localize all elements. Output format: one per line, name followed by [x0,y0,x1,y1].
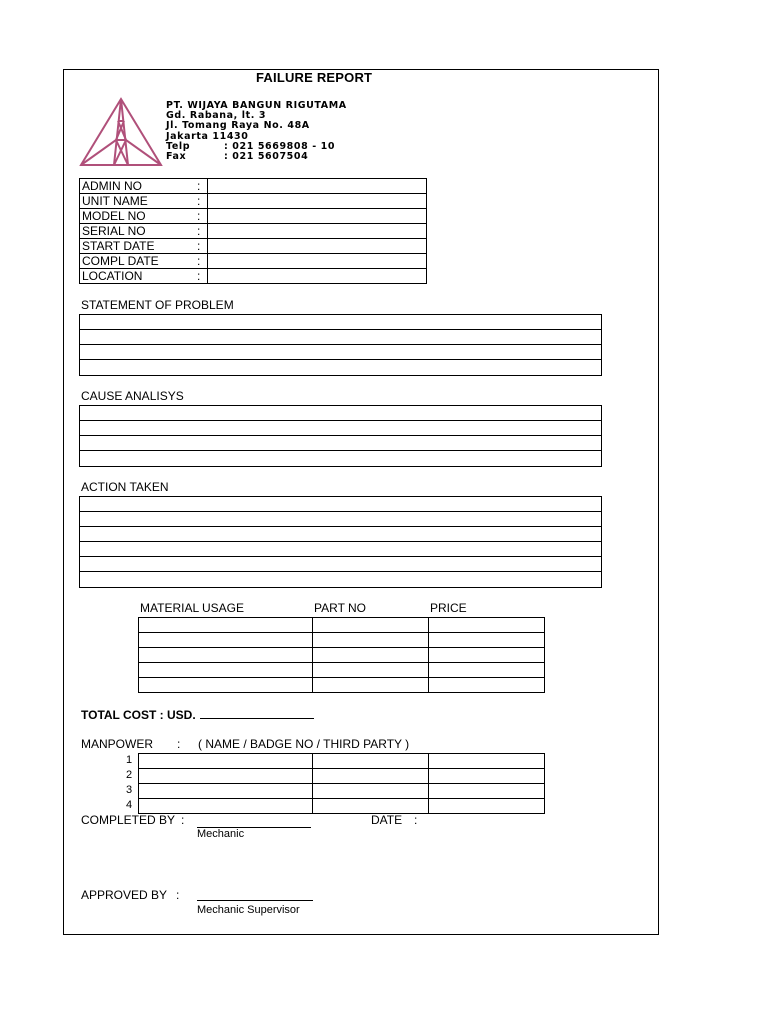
part-no-cell[interactable] [313,678,429,693]
problem-line[interactable] [80,345,601,360]
problem-line[interactable] [80,360,601,375]
info-colon: : [197,209,208,224]
fax-value: : 021 5607504 [224,151,309,163]
price-cell[interactable] [429,648,545,663]
info-label: START DATE [80,239,198,254]
info-colon: : [197,224,208,239]
material-row [139,678,545,693]
info-row [80,209,427,224]
action-line[interactable] [80,572,601,587]
material-table [138,617,545,693]
report-title: FAILURE REPORT [256,70,373,85]
manpower-row-numbers [126,753,132,813]
info-label: ADMIN NO [80,179,198,194]
material-cell[interactable] [139,663,313,678]
approved-by-label: APPROVED BY [81,888,168,902]
action-line[interactable] [80,512,601,527]
approved-by-colon: : [176,888,180,902]
price-cell[interactable] [429,633,545,648]
model-no-field[interactable] [208,209,427,224]
completed-by-label: COMPLETED BY [81,813,176,827]
company-name: PT. WIJAYA BANGUN RIGUTAMA [166,100,347,111]
manpower-name-cell[interactable] [139,754,313,769]
date-colon: : [414,813,418,827]
manpower-party-cell[interactable] [429,784,545,799]
material-cell[interactable] [139,678,313,693]
price-cell[interactable] [429,663,545,678]
manpower-party-cell[interactable] [429,769,545,784]
location-field[interactable] [208,269,427,284]
mechanic-supervisor-label: Mechanic Supervisor [197,904,300,916]
compl-date-field[interactable] [208,254,427,269]
manpower-row-number: 4 [126,799,133,811]
company-address-1: Gd. Rabana, lt. 3 [166,110,267,122]
info-colon: : [197,194,208,209]
approved-by-signature-line[interactable] [197,900,313,901]
info-row [80,179,427,194]
material-cell[interactable] [139,618,313,633]
unit-name-field[interactable] [208,194,427,209]
part-no-cell[interactable] [313,648,429,663]
info-row [80,224,427,239]
serial-no-field[interactable] [208,224,427,239]
problem-text-area[interactable] [79,314,602,376]
manpower-party-cell[interactable] [429,799,545,814]
manpower-name-cell[interactable] [139,769,313,784]
admin-no-field[interactable] [208,179,427,194]
price-cell[interactable] [429,618,545,633]
manpower-name-cell[interactable] [139,784,313,799]
info-row [80,269,427,284]
telp-label: Telp [166,140,191,152]
info-colon: : [197,254,208,269]
info-label: COMPL DATE [80,254,198,269]
material-cell[interactable] [139,633,313,648]
manpower-party-cell[interactable] [429,754,545,769]
fax-label: Fax [166,151,187,163]
manpower-row [139,769,545,784]
date-label: DATE [371,813,403,827]
manpower-badge-cell[interactable] [313,769,429,784]
part-no-cell[interactable] [313,663,429,678]
total-cost [81,707,314,722]
material-row [139,618,545,633]
info-row [80,194,427,209]
cause-line[interactable] [80,436,601,451]
manpower-badge-cell[interactable] [313,799,429,814]
manpower-row-number: 3 [126,784,133,796]
material-row [139,633,545,648]
cause-line[interactable] [80,406,601,421]
manpower-label: MANPOWER [81,737,153,751]
cause-heading: CAUSE ANALISYS [81,389,184,403]
material-cell[interactable] [139,648,313,663]
total-cost-label: TOTAL COST : USD. [81,708,196,722]
cause-line[interactable] [80,421,601,436]
material-row [139,663,545,678]
start-date-field[interactable] [208,239,427,254]
manpower-badge-cell[interactable] [313,754,429,769]
manpower-row [139,784,545,799]
cause-line[interactable] [80,451,601,466]
telp-value: : 021 5669808 - 10 [224,140,336,152]
info-row [80,239,427,254]
action-text-area[interactable] [79,496,602,588]
info-colon: : [197,179,208,194]
manpower-colon: : [177,737,181,751]
action-line[interactable] [80,527,601,542]
manpower-note: ( NAME / BADGE NO / THIRD PARTY ) [198,737,410,751]
action-line[interactable] [80,497,601,512]
info-label: SERIAL NO [80,224,198,239]
info-label: MODEL NO [80,209,198,224]
price-cell[interactable] [429,678,545,693]
completed-by-colon: : [181,813,185,827]
action-line[interactable] [80,557,601,572]
info-row [80,254,427,269]
manpower-row-number: 1 [126,754,133,766]
manpower-heading [81,737,410,751]
action-line[interactable] [80,542,601,557]
manpower-row-number: 2 [126,769,133,781]
company-city: Jakarta 11430 [166,130,249,142]
unit-info-table [79,178,427,284]
manpower-badge-cell[interactable] [313,784,429,799]
part-no-header: PART NO [314,601,367,615]
action-heading: ACTION TAKEN [81,480,169,494]
info-colon: : [197,269,208,284]
cause-text-area[interactable] [79,405,602,467]
manpower-name-cell[interactable] [139,799,313,814]
info-colon: : [197,239,208,254]
mechanic-label: Mechanic [197,828,245,840]
problem-line[interactable] [80,330,601,345]
problem-heading: STATEMENT OF PROBLEM [81,298,234,312]
info-label: LOCATION [80,269,198,284]
problem-line[interactable] [80,315,601,330]
info-label: UNIT NAME [80,194,198,209]
company-logo [78,96,164,168]
material-usage-header: MATERIAL USAGE [140,601,245,615]
manpower-table [138,753,545,814]
company-info [166,101,347,162]
part-no-cell[interactable] [313,618,429,633]
material-row [139,648,545,663]
total-cost-field[interactable] [200,707,314,719]
company-address-2: Jl. Tomang Raya No. 48A [166,120,310,132]
manpower-row [139,799,545,814]
manpower-row [139,754,545,769]
price-header: PRICE [430,601,467,615]
part-no-cell[interactable] [313,633,429,648]
company-fax [166,152,347,162]
